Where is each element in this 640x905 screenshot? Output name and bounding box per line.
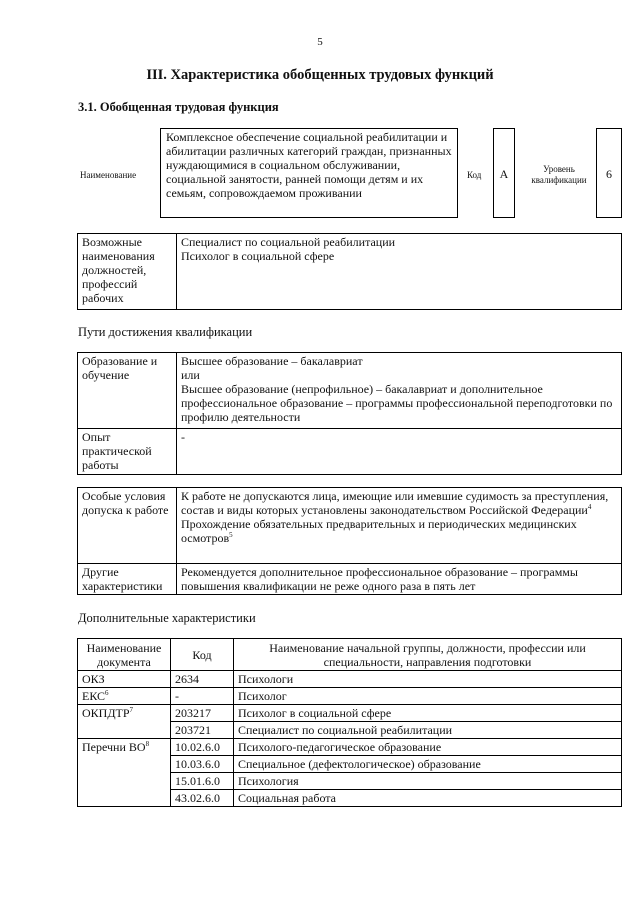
level-value: 6 [606, 167, 612, 181]
code-label: Код [467, 170, 482, 180]
okz-name: Психологи [234, 671, 622, 688]
table-row [78, 705, 622, 722]
experience-value: - [177, 429, 622, 475]
footnote-7: 7 [129, 706, 134, 714]
function-name-value: Комплексное обеспечение социальной реабилитации и абилитации различных категорий граждан, признанных нуждающимися в социальном обслуживании, социальной занятости, ранней помощи детям и их семьям, сопровождаемом проживании [166, 130, 452, 200]
okpdtr-code-1: 203217 [171, 705, 234, 722]
vo-code-1: 10.02.6.0 [171, 739, 234, 756]
table-row [78, 671, 622, 688]
positions-table [77, 233, 622, 310]
level-box [596, 128, 622, 218]
conditions-values [177, 488, 622, 564]
conditions-label: Особые условия допуска к работе [78, 488, 177, 564]
additional-table [77, 638, 622, 807]
other-label: Другие характеристики [78, 564, 177, 595]
vo-name-1: Психолого-педагогическое образование [234, 739, 622, 756]
eks-code: - [171, 688, 234, 705]
vo-name-4: Социальная работа [234, 790, 622, 807]
education-label: Образование и обучение [78, 353, 177, 429]
other-value: Рекомендуется дополнительное профессиональное образование – программы повышения квалификации не реже одного раза в пять лет [177, 564, 622, 595]
positions-label: Возможные наименования должностей, профессий рабочих [78, 234, 177, 310]
conditions-table [77, 487, 622, 595]
vo-name-3: Психология [234, 773, 622, 790]
okpdtr-code-2: 203721 [171, 722, 234, 739]
name-label: Наименование [80, 170, 137, 180]
position-2: Психолог в социальной сфере [181, 249, 335, 263]
education-line-3: Высшее образование (непрофильное) – бакалавриат и дополнительное профессиональное образование – программы профессиональной переподготовки по профилю деятельности [181, 382, 613, 424]
section-title: III. Характеристика обобщенных трудовых функций [146, 67, 494, 83]
vo-code-4: 43.02.6.0 [171, 790, 234, 807]
code-box [493, 128, 515, 218]
okpdtr-name-2: Специалист по социальной реабилитации [234, 722, 622, 739]
function-name-box [160, 128, 458, 218]
footnote-8: 8 [145, 740, 150, 748]
okz-code: 2634 [171, 671, 234, 688]
page-number: 5 [317, 36, 323, 48]
vo-code-3: 15.01.6.0 [171, 773, 234, 790]
footnote-4: 4 [587, 503, 592, 511]
education-values [177, 353, 622, 429]
table-row [78, 688, 622, 705]
education-line-1: Высшее образование – бакалавриат [181, 354, 363, 368]
footnote-6: 6 [105, 689, 109, 697]
okpdtr-name-1: Психолог в социальной сфере [234, 705, 622, 722]
level-label: Уровень квалификации [531, 164, 587, 185]
position-1: Специалист по социальной реабилитации [181, 235, 396, 249]
positions-values [177, 234, 622, 310]
footnote-5: 5 [229, 531, 233, 539]
okpdtr-doc: ОКПДТР$^7$ [78, 705, 171, 739]
additional-heading: Дополнительные характеристики [78, 611, 256, 625]
header-name: Наименование начальной группы, должности, профессии или специальности, направления подготовки [234, 639, 622, 671]
eks-doc: ЕКС$^6$ [78, 688, 171, 705]
paths-heading: Пути достижения квалификации [78, 325, 253, 339]
eks-name: Психолог [234, 688, 622, 705]
table-row [78, 739, 622, 756]
conditions-text-1: К работе не допускаются лица, имеющие или имевшие судимость за преступления, состав и виды которых установлены законодательством Российской Федерации$^4$ [181, 489, 609, 517]
header-code: Код [171, 639, 234, 671]
education-line-2: или [181, 368, 200, 382]
subsection-title: 3.1. Обобщенная трудовая функция [78, 100, 279, 114]
experience-label: Опыт практической работы [78, 429, 177, 475]
vo-name-2: Специальное (дефектологическое) образование [234, 756, 622, 773]
code-value: А [499, 167, 509, 181]
education-table [77, 352, 622, 475]
conditions-text-2: Прохождение обязательных предварительных и периодических медицинских осмотров$^5$ [181, 517, 577, 545]
vo-doc: Перечни $ВО^8$ [78, 739, 171, 807]
header-document: Наименование документа [78, 639, 171, 671]
okz-doc: ОКЗ [78, 671, 171, 688]
vo-code-2: 10.03.6.0 [171, 756, 234, 773]
